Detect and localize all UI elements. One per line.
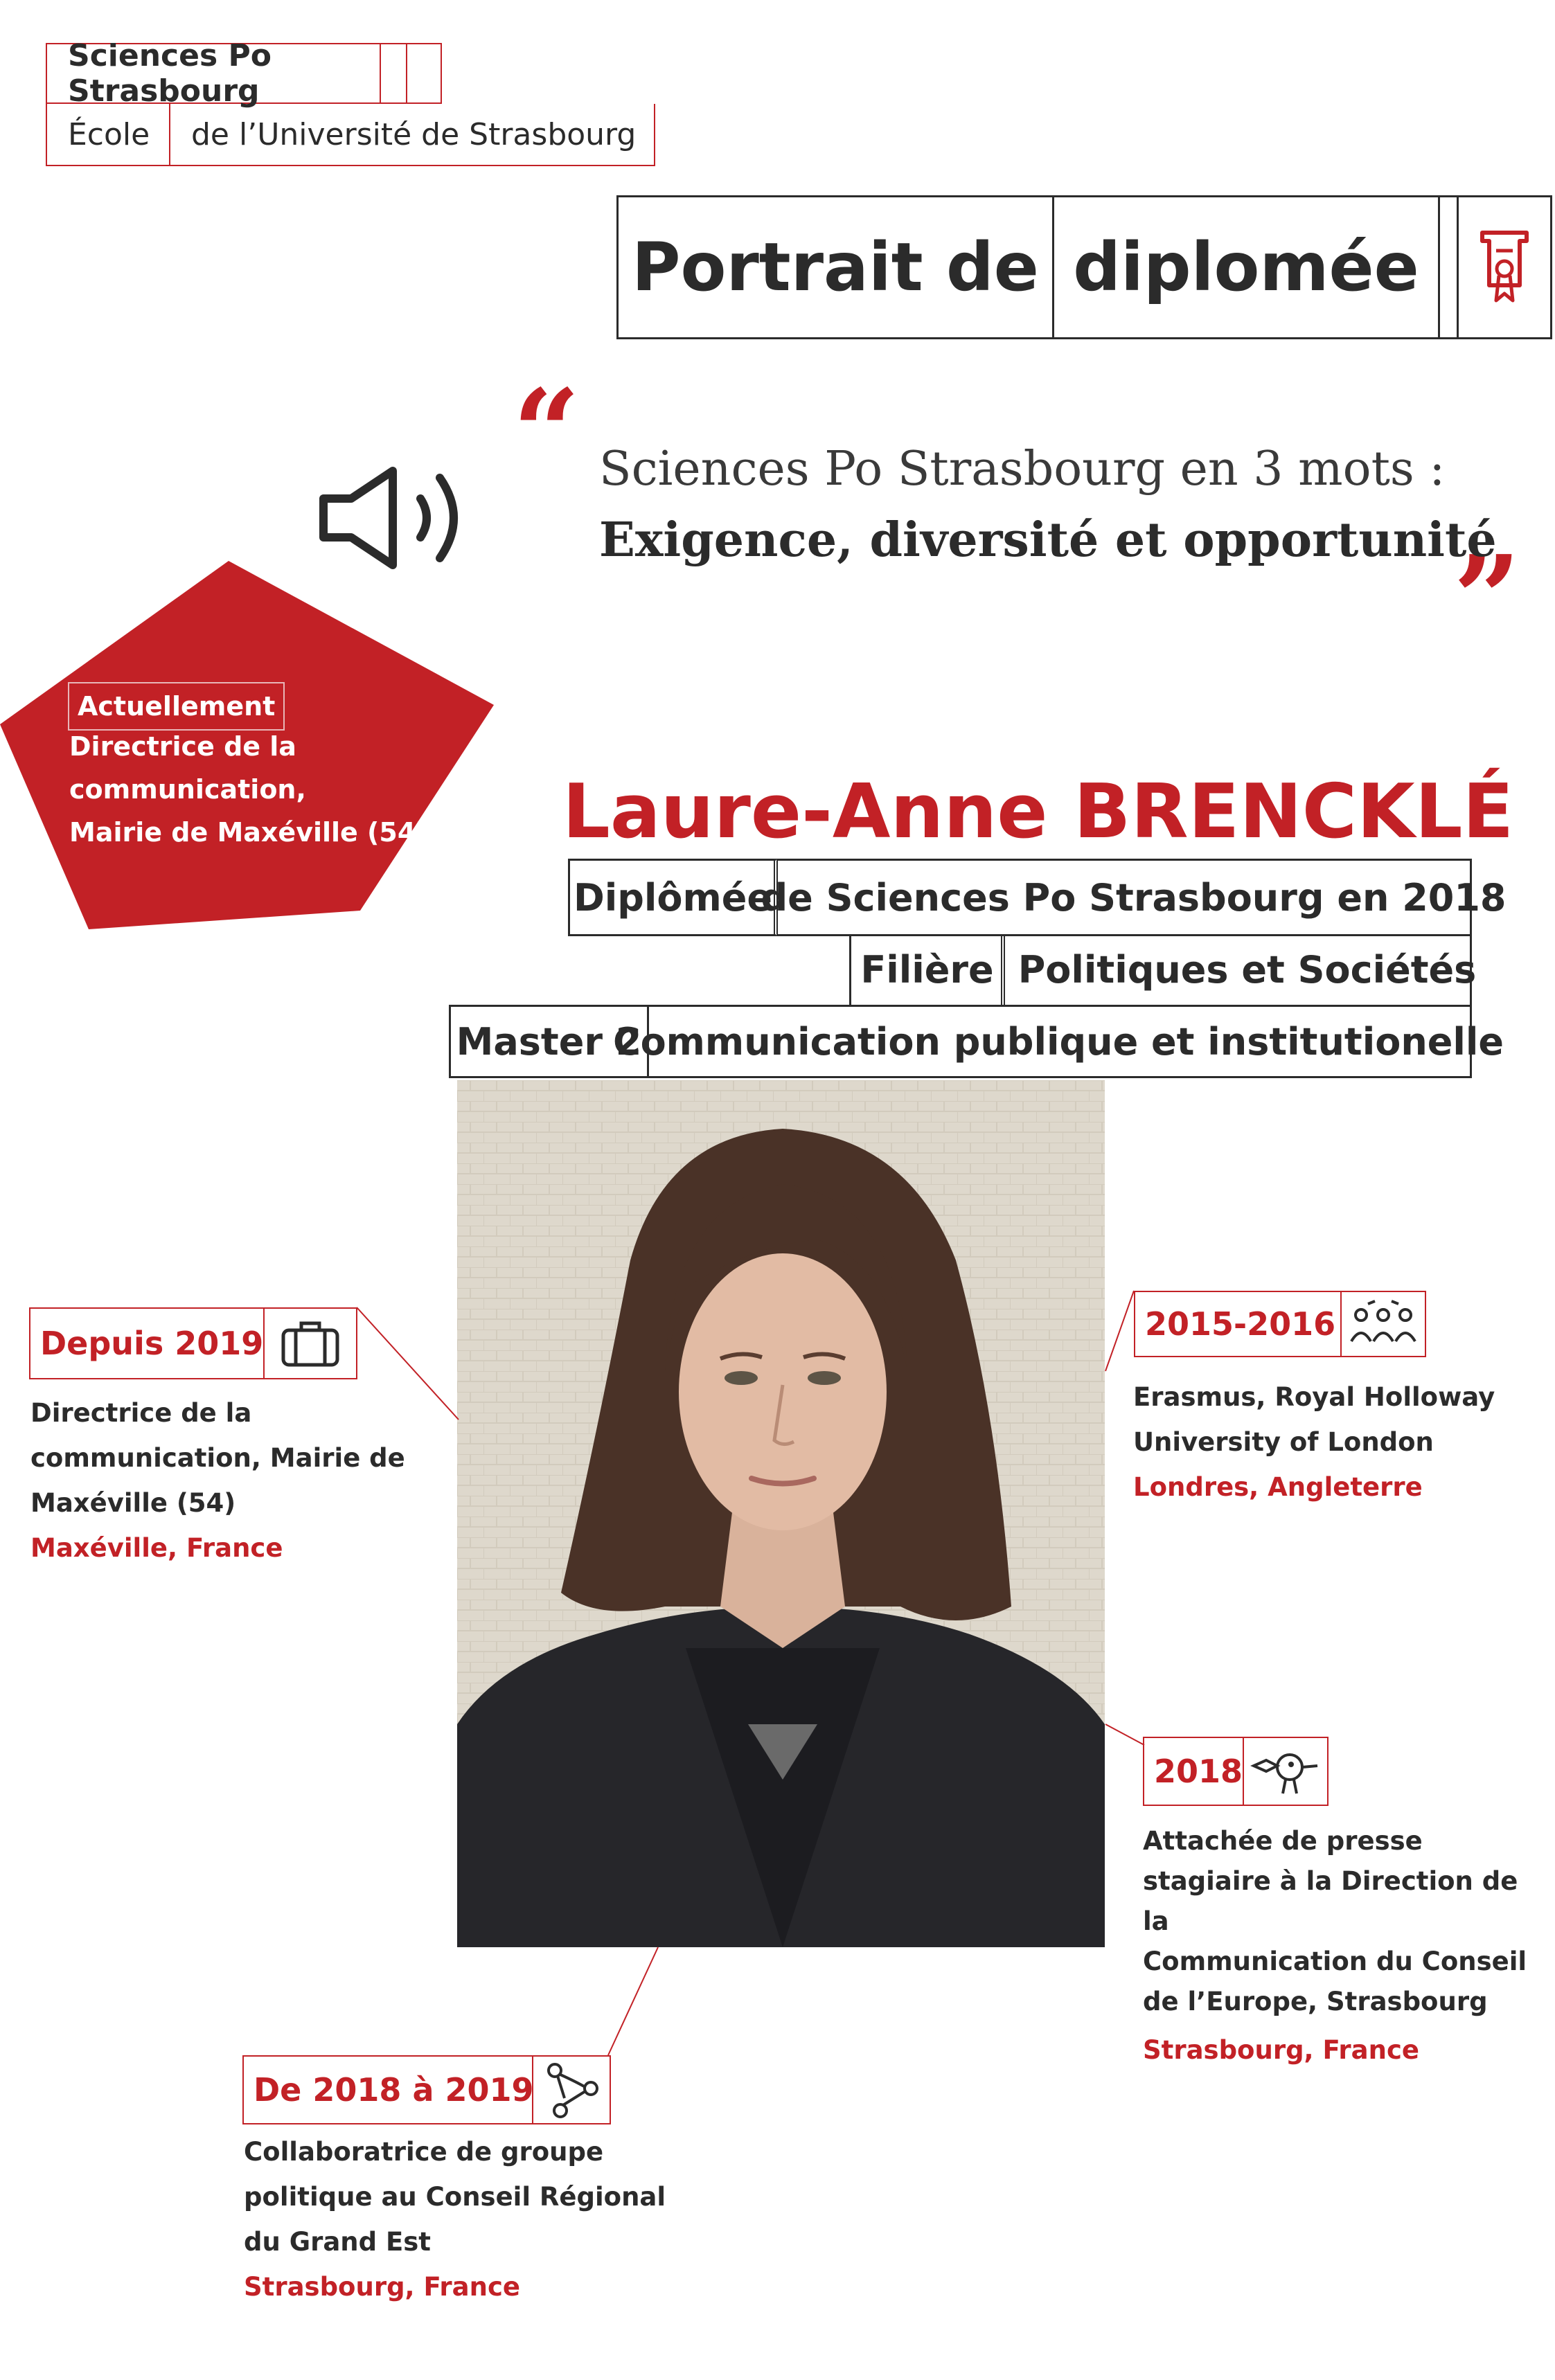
timeline-year-box-3: [242, 2055, 533, 2124]
timeline-icon-box-0: [263, 1307, 357, 1379]
timeline-year-1: 2015-2016: [1145, 1305, 1336, 1343]
current-label: Actuellement: [78, 691, 276, 722]
filiere-label: Filière: [860, 947, 994, 992]
filiere-value: Politiques et Sociétés: [1018, 947, 1477, 992]
timeline-place: Londres, Angleterre: [1133, 1472, 1423, 1502]
timeline-icon-box-3: [532, 2055, 611, 2124]
bird-icon: [1250, 1745, 1322, 1798]
timeline-line: de l’Europe, Strasbourg: [1143, 1987, 1488, 2016]
timeline-year-box-1: [1134, 1291, 1342, 1357]
timeline-line: University of London: [1133, 1427, 1434, 1457]
timeline-year-box-0: [29, 1307, 265, 1379]
people-exchange-icon: [1347, 1300, 1419, 1348]
timeline-entry-3: [244, 2129, 673, 2309]
current-line-3: Mairie de Maxéville (54): [69, 817, 428, 848]
timeline-line: communication, Mairie de: [30, 1443, 405, 1473]
network-icon: [542, 2061, 601, 2119]
timeline-line: politique au Conseil Régional: [244, 2182, 666, 2212]
diplome-value: de Sciences Po Strasbourg en 2018: [761, 875, 1507, 920]
timeline-entry-2: [1143, 1821, 1552, 2079]
timeline-year-3: De 2018 à 2019: [254, 2071, 534, 2109]
current-line-1: Directrice de la: [69, 731, 296, 762]
timeline-line: Directrice de la: [30, 1398, 252, 1428]
timeline-line: Communication du Conseil: [1143, 1947, 1527, 1976]
first-name: Laure-Anne: [562, 769, 1048, 855]
timeline-entry-0: [30, 1390, 418, 1571]
timeline-line: du Grand Est: [244, 2227, 431, 2257]
timeline-line: Collaboratrice de groupe: [244, 2137, 604, 2167]
quote-open-mark: “: [513, 364, 580, 502]
page-title-part2: diplomée: [1073, 229, 1419, 306]
quote-line-2: Exigence, diversité et opportunité: [599, 512, 1497, 568]
school-name: Sciences Po Strasbourg: [68, 38, 272, 109]
briefcase-icon: [281, 1319, 340, 1368]
timeline-line: stagiaire à la Direction de la: [1143, 1866, 1518, 1936]
timeline-place: Strasbourg, France: [1143, 2035, 1419, 2065]
timeline-icon-box-2: [1243, 1737, 1329, 1806]
timeline-year-0: Depuis 2019: [40, 1325, 264, 1362]
current-line-2: communication,: [69, 774, 306, 805]
timeline-place: Strasbourg, France: [244, 2272, 520, 2302]
ecole-label: École: [68, 116, 150, 152]
university-label: de l’Université de Strasbourg: [191, 116, 637, 152]
timeline-icon-box-1: [1340, 1291, 1426, 1357]
quote-line-1: Sciences Po Strasbourg en 3 mots :: [599, 442, 1446, 496]
quote-close-mark: ”: [1453, 530, 1521, 668]
timeline-line: Erasmus, Royal Holloway: [1133, 1382, 1495, 1412]
page-title-part1: Portrait de: [632, 229, 1039, 306]
timeline-year-2: 2018: [1154, 1753, 1243, 1790]
timeline-entry-1: [1133, 1375, 1535, 1510]
last-name: BRENCKLÉ: [1074, 769, 1514, 855]
master-value: Communication publique et institutionelle: [612, 1019, 1504, 1064]
timeline-place: Maxéville, France: [30, 1533, 283, 1563]
timeline-year-box-2: [1143, 1737, 1244, 1806]
diplome-label: Diplômée: [573, 875, 773, 920]
master-label: Master 2: [456, 1019, 642, 1064]
timeline-line: Maxéville (54): [30, 1488, 236, 1518]
timeline-line: Attachée de presse: [1143, 1826, 1423, 1856]
